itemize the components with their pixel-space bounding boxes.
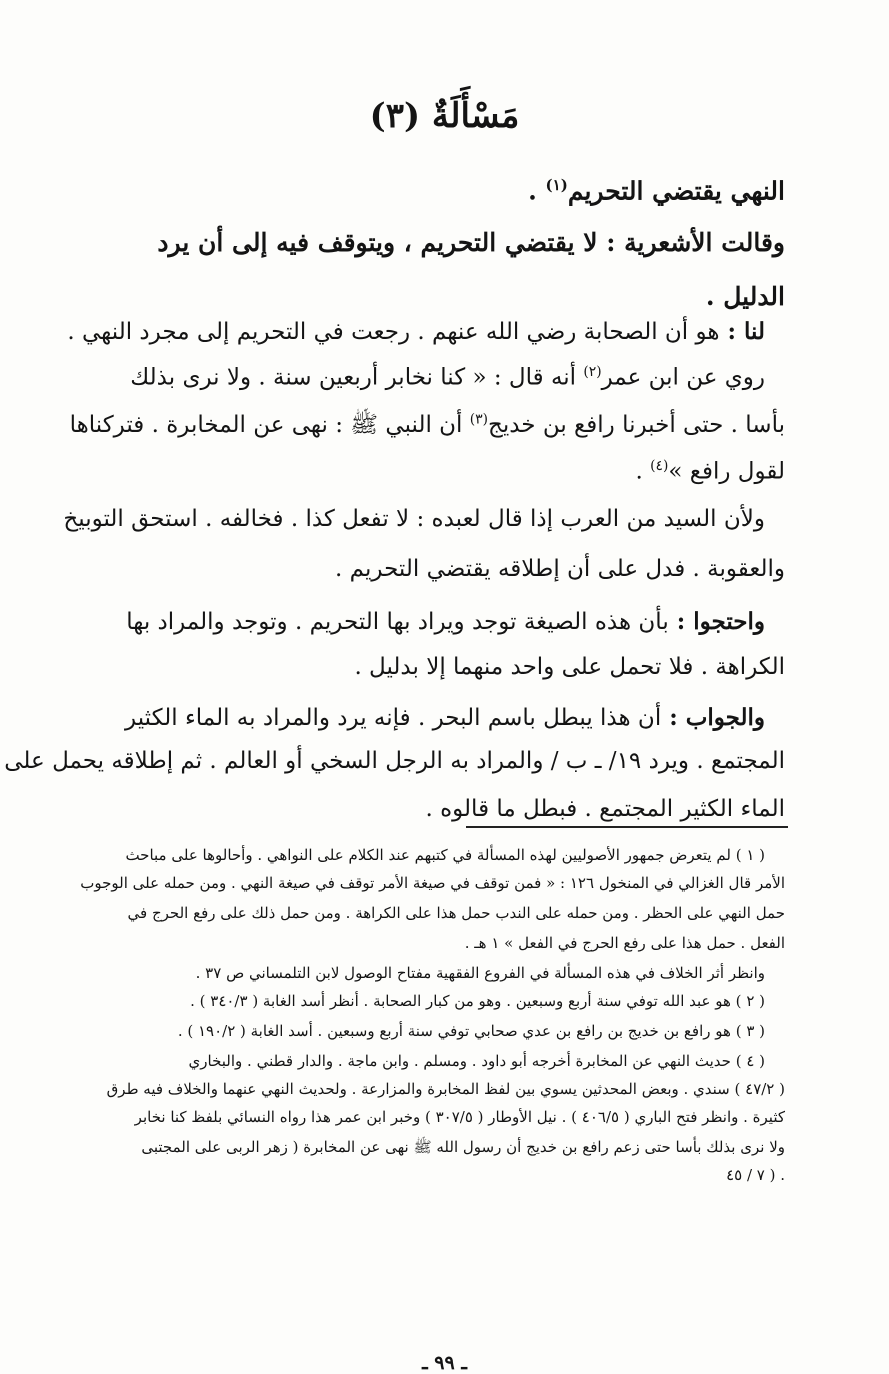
text-segment: لقول رافع » [668, 458, 785, 485]
page-number: ـ ٩٩ ـ [422, 1352, 467, 1374]
footnote-marker: (٤) [650, 458, 669, 474]
text-segment: وقالت الأشعرية : لا يقتضي التحريم ، ويتوقف فيه إلى أن يرد [157, 228, 785, 257]
footnote-line: ( ٤٧/٢ ) سندي . وبعض المحدثين يسوي بين لفظ المخابرة والمزارعة . ولحديث النهي عنهما والخلاف فيه طرق [106, 1080, 785, 1098]
text-line [100, 608, 765, 635]
footnote-marker: (٣) [469, 411, 488, 428]
text-segment: روي عن ابن عمر [601, 364, 765, 391]
text-line [67, 318, 765, 345]
text-line [620, 282, 785, 311]
footnote-line: ( ٢ ) هو عبد الله توفي سنة أربع وسبعين . وهو من كبار الصحابة . أنظر أسد الغابة ( ٣٤٠/٣ ) . [190, 992, 765, 1010]
footnote-separator [466, 826, 788, 828]
text-segment: . [635, 458, 651, 485]
text-line [635, 458, 785, 485]
text-segment: هو أن الصحابة رضي الله عنهم . رجعت في التحريم إلى مجرد النهي . [67, 319, 720, 345]
chapter-heading: مَسْأَلَةٌ (٣) [369, 96, 520, 136]
footnote-line: حمل النهي على الحظر . ومن حمله على الندب حمل هذا على الكراهة . ومن حمل ذلك على رفع الحرج في [127, 904, 785, 922]
text-line [354, 654, 785, 680]
text-segment: واحتجوا : [668, 608, 765, 635]
footnote-line: كثيرة . وانظر فتح الباري ( ٤٠٦/٥ ) . نيل الأوطار ( ٣٠٧/٥ ) وخبر ابن عمر هذا رواه النسائي بلفظ كنا نخابر [134, 1108, 785, 1126]
text-segment: بأسا . حتى أخبرنا رافع بن خديج [487, 412, 785, 438]
text-line [425, 796, 785, 822]
footnote-line: الأمر قال الغزالي في المنخول ١٢٦ : « فمن توقف في صيغة الأمر توقف في صيغة النهي . ومن حمله على الوجوب [80, 874, 785, 892]
text-line [100, 704, 765, 731]
text-segment: أنه قال : « كنا نخابر أربعين سنة . ولا نرى بذلك [130, 364, 584, 391]
footnote-line: ( ٣ ) هو رافع بن خديج بن رافع بن عدي صحابي توفي سنة أربع وسبعين . أسد الغابة ( ١٩٠/٢ ) . [177, 1022, 765, 1040]
footnote-line: ( ٤ ) حديث النهي عن المخابرة أخرجه أبو داود . ومسلم . وابن ماجة . والدار قطني . والبخاري [188, 1052, 765, 1070]
text-line [100, 364, 765, 391]
text-segment: أن النبي ﷺ : نهى عن المخابرة . فتركناها [69, 412, 470, 438]
text-segment: ولأن السيد من العرب إذا قال لعبده : لا تفعل كذا . فخالفه . استحق التوبيخ [63, 506, 765, 532]
text-segment: الكراهة . فلا تحمل على واحد منهما إلا بدليل . [354, 654, 785, 680]
text-segment: الدليل . [705, 282, 785, 311]
text-segment: النهي يقتضي التحريم [567, 176, 785, 206]
footnote-line: ٧ / ٤٥ ) . [726, 1166, 785, 1184]
text-segment: أن هذا يبطل باسم البحر . فإنه يرد والمراد به الماء الكثير [125, 705, 662, 731]
text-line [4, 748, 785, 774]
text-line [415, 176, 785, 205]
footnote-line: الفعل . حمل هذا على رفع الحرج في الفعل » ١ هـ . [464, 934, 785, 952]
footnote-line: ( ١ ) لم يتعرض جمهور الأصوليين لهذه المسألة في كتبهم عند الكلام على النواهي . وأحالوها على مباحث [125, 846, 765, 864]
footnote-line: ولا نرى بذلك بأسا حتى زعم رافع بن خديج أن رسول الله ﷺ نهى عن المخابرة ( زهر الربى على المجتبى [141, 1138, 785, 1156]
text-line [335, 556, 785, 582]
text-segment: والجواب : [661, 704, 765, 731]
text-segment: الماء الكثير المجتمع . فبطل ما قالوه . [425, 796, 785, 822]
text-line [100, 228, 785, 257]
text-segment: والعقوبة . فدل على أن إطلاقه يقتضي التحريم . [335, 556, 785, 582]
text-segment: لنا : [719, 318, 765, 345]
text-line [69, 410, 785, 444]
text-line [63, 506, 765, 532]
footnote-line: وانظر أثر الخلاف في هذه المسألة في الفروع الفقهية مفتاح الوصول لابن التلمساني ص ٣٧ . [195, 964, 765, 982]
text-segment: المجتمع . ويرد ١٩/ ـ ب / والمراد به الرجل السخي أو العالم . ثم إطلاقه يحمل على [4, 748, 785, 774]
text-segment: . [528, 176, 546, 206]
footnote-marker: (٢) [583, 364, 602, 380]
footnote-marker: (١) [545, 176, 568, 194]
text-segment: بأن هذه الصيغة توجد ويراد بها التحريم . وتوجد والمراد بها [126, 609, 669, 635]
